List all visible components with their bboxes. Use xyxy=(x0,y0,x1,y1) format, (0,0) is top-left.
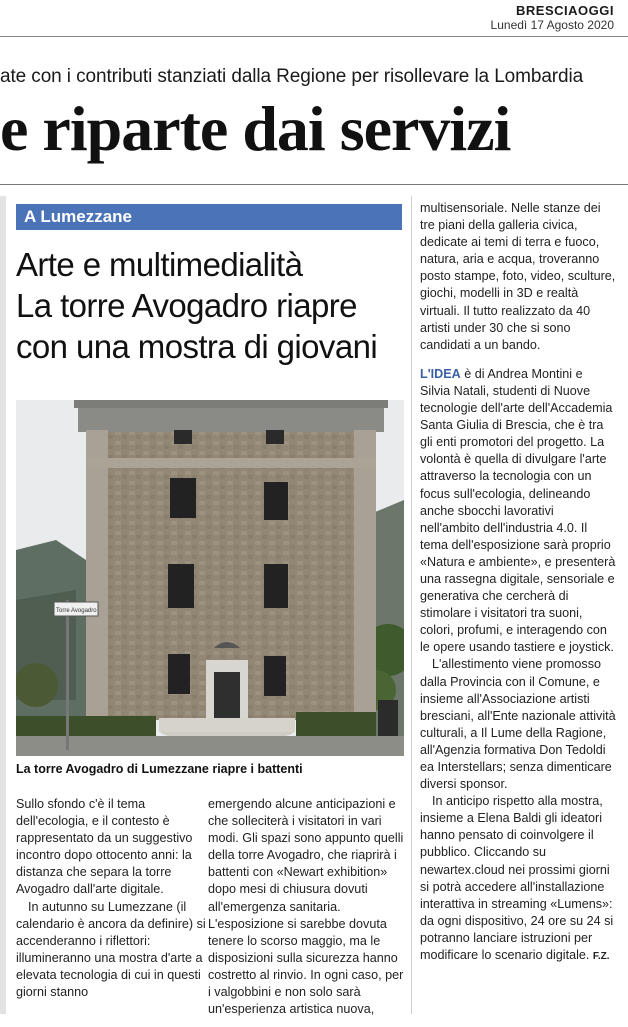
kicker-line: ate con i contributi stanziati dalla Regione per risollevare la Lombardia xyxy=(0,66,584,87)
body-column-2 xyxy=(208,796,404,1018)
title-line-1: Arte e multimedialità xyxy=(16,246,303,283)
body-column-1 xyxy=(16,796,206,1001)
tower-photo xyxy=(16,400,404,756)
headline: e riparte dai servizi xyxy=(0,94,511,164)
col3-paragraph-1: multisensoriale. Nelle stanze dei tre piani della galleria civica, dedicate ai temi di terra e fuoco, natura, aria e acqua, troveranno posto stampe, foto, video, sculture, giochi, modelli in 3D e realtà virtuali. Il tutto realizzato da 40 artisti under 30 che si sono candidati a un bando. xyxy=(420,201,616,352)
lead-word: L'IDEA xyxy=(420,366,461,381)
title-line-2: La torre Avogadro riapre xyxy=(16,287,357,324)
col1-paragraph-1: Sullo sfondo c'è il tema dell'ecologia, e il contesto è rappresentato da un suggestivo incontro dopo ottocento anni: la distanza che separa la torre Avogadro dall'arte digitale. xyxy=(16,797,193,897)
col3-paragraph-3: L'allestimento viene promosso dalla Provincia con il Comune, e insieme all'Associazione artisti bresciani, all'Ente nazionale attività culturali, a Il Lume della Ragione, all'Agenzia formativa Don Tedoldi ea Interstellars; senza dimenticare diversi sponsor. xyxy=(420,657,616,792)
road-sign-text: Torre Avogadro xyxy=(56,608,97,614)
col3-paragraph-4 xyxy=(420,793,616,965)
column-separator xyxy=(411,196,412,1014)
masthead xyxy=(491,4,614,32)
body-column-3 xyxy=(420,200,616,965)
paper-name: BRESCIAOGGI xyxy=(516,3,614,18)
top-rule xyxy=(0,36,628,37)
issue-date: Lunedì 17 Agosto 2020 xyxy=(490,18,614,32)
author-signature: F.Z. xyxy=(592,951,610,963)
tower-photo-drawing xyxy=(16,400,404,756)
section-tag: A Lumezzane xyxy=(16,204,402,230)
col3-paragraph-2-text: è di Andrea Montini e Silvia Natali, studenti di Nuove tecnologie dell'arte dell'Accademia Santa Giulia di Brescia, che è tra gli enti promotori del progetto. La volontà è quella di divulgare l'arte attraverso la tecnologia con un focus sull'ecologia, delineando anche sbocchi lavorativi nell'ambito dell'industria 4.0. Il tema dell'esposizione sarà proprio «Natura e ambiente», e presenterà una rassegna digitale, sensoriale e generativa che cercherà di stimolare i visitatori tra suoni, colori, profumi, e interagendo con le opere usando tastiere e joystick. xyxy=(420,366,616,655)
col1-paragraph-2: In autunno su Lumezzane (il calendario è ancora da definire) si accenderanno i riflettori: illumineranno una mostra d'arte a elevata tecnologia di cui in questi giorni stanno xyxy=(16,899,206,1000)
col2-paragraph-2: L'esposizione si sarebbe dovuta tenere lo scorso maggio, ma le disposizioni sulla sicurezza hanno costretto al rinvio. In ogni caso, per i valgobbini e non solo sarà un'esperienza artistica nuova, xyxy=(208,916,404,1017)
col2-paragraph-1: emergendo alcune anticipazioni e che solleciterà i visitatori in vari modi. Gli spazi sono appunto quelli della torre Avogadro, che riaprirà i battenti con «Newart exhibition» dopo mesi di chiusura dovuti all'emergenza sanitaria. xyxy=(208,797,404,914)
headline-rule xyxy=(0,184,628,185)
col3-paragraph-2 xyxy=(420,366,616,657)
article-title xyxy=(16,244,406,367)
title-line-3: con una mostra di giovani xyxy=(16,328,378,365)
col3-paragraph-4-text: In anticipo rispetto alla mostra, insieme a Elena Baldi gli ideatori hanno pensato di coinvolgere il pubblico. Cliccando su newartex.cloud nei prossimi giorni si potrà accedere all'installazione interattiva in streaming «Lumens»: da ogni dispositivo, 24 ore su 24 si potranno lanciare istruzioni per modificare lo scenario digitale. xyxy=(420,794,614,963)
photo-caption: La torre Avogadro di Lumezzane riapre i battenti xyxy=(16,762,303,776)
left-margin-bar xyxy=(0,196,6,1014)
